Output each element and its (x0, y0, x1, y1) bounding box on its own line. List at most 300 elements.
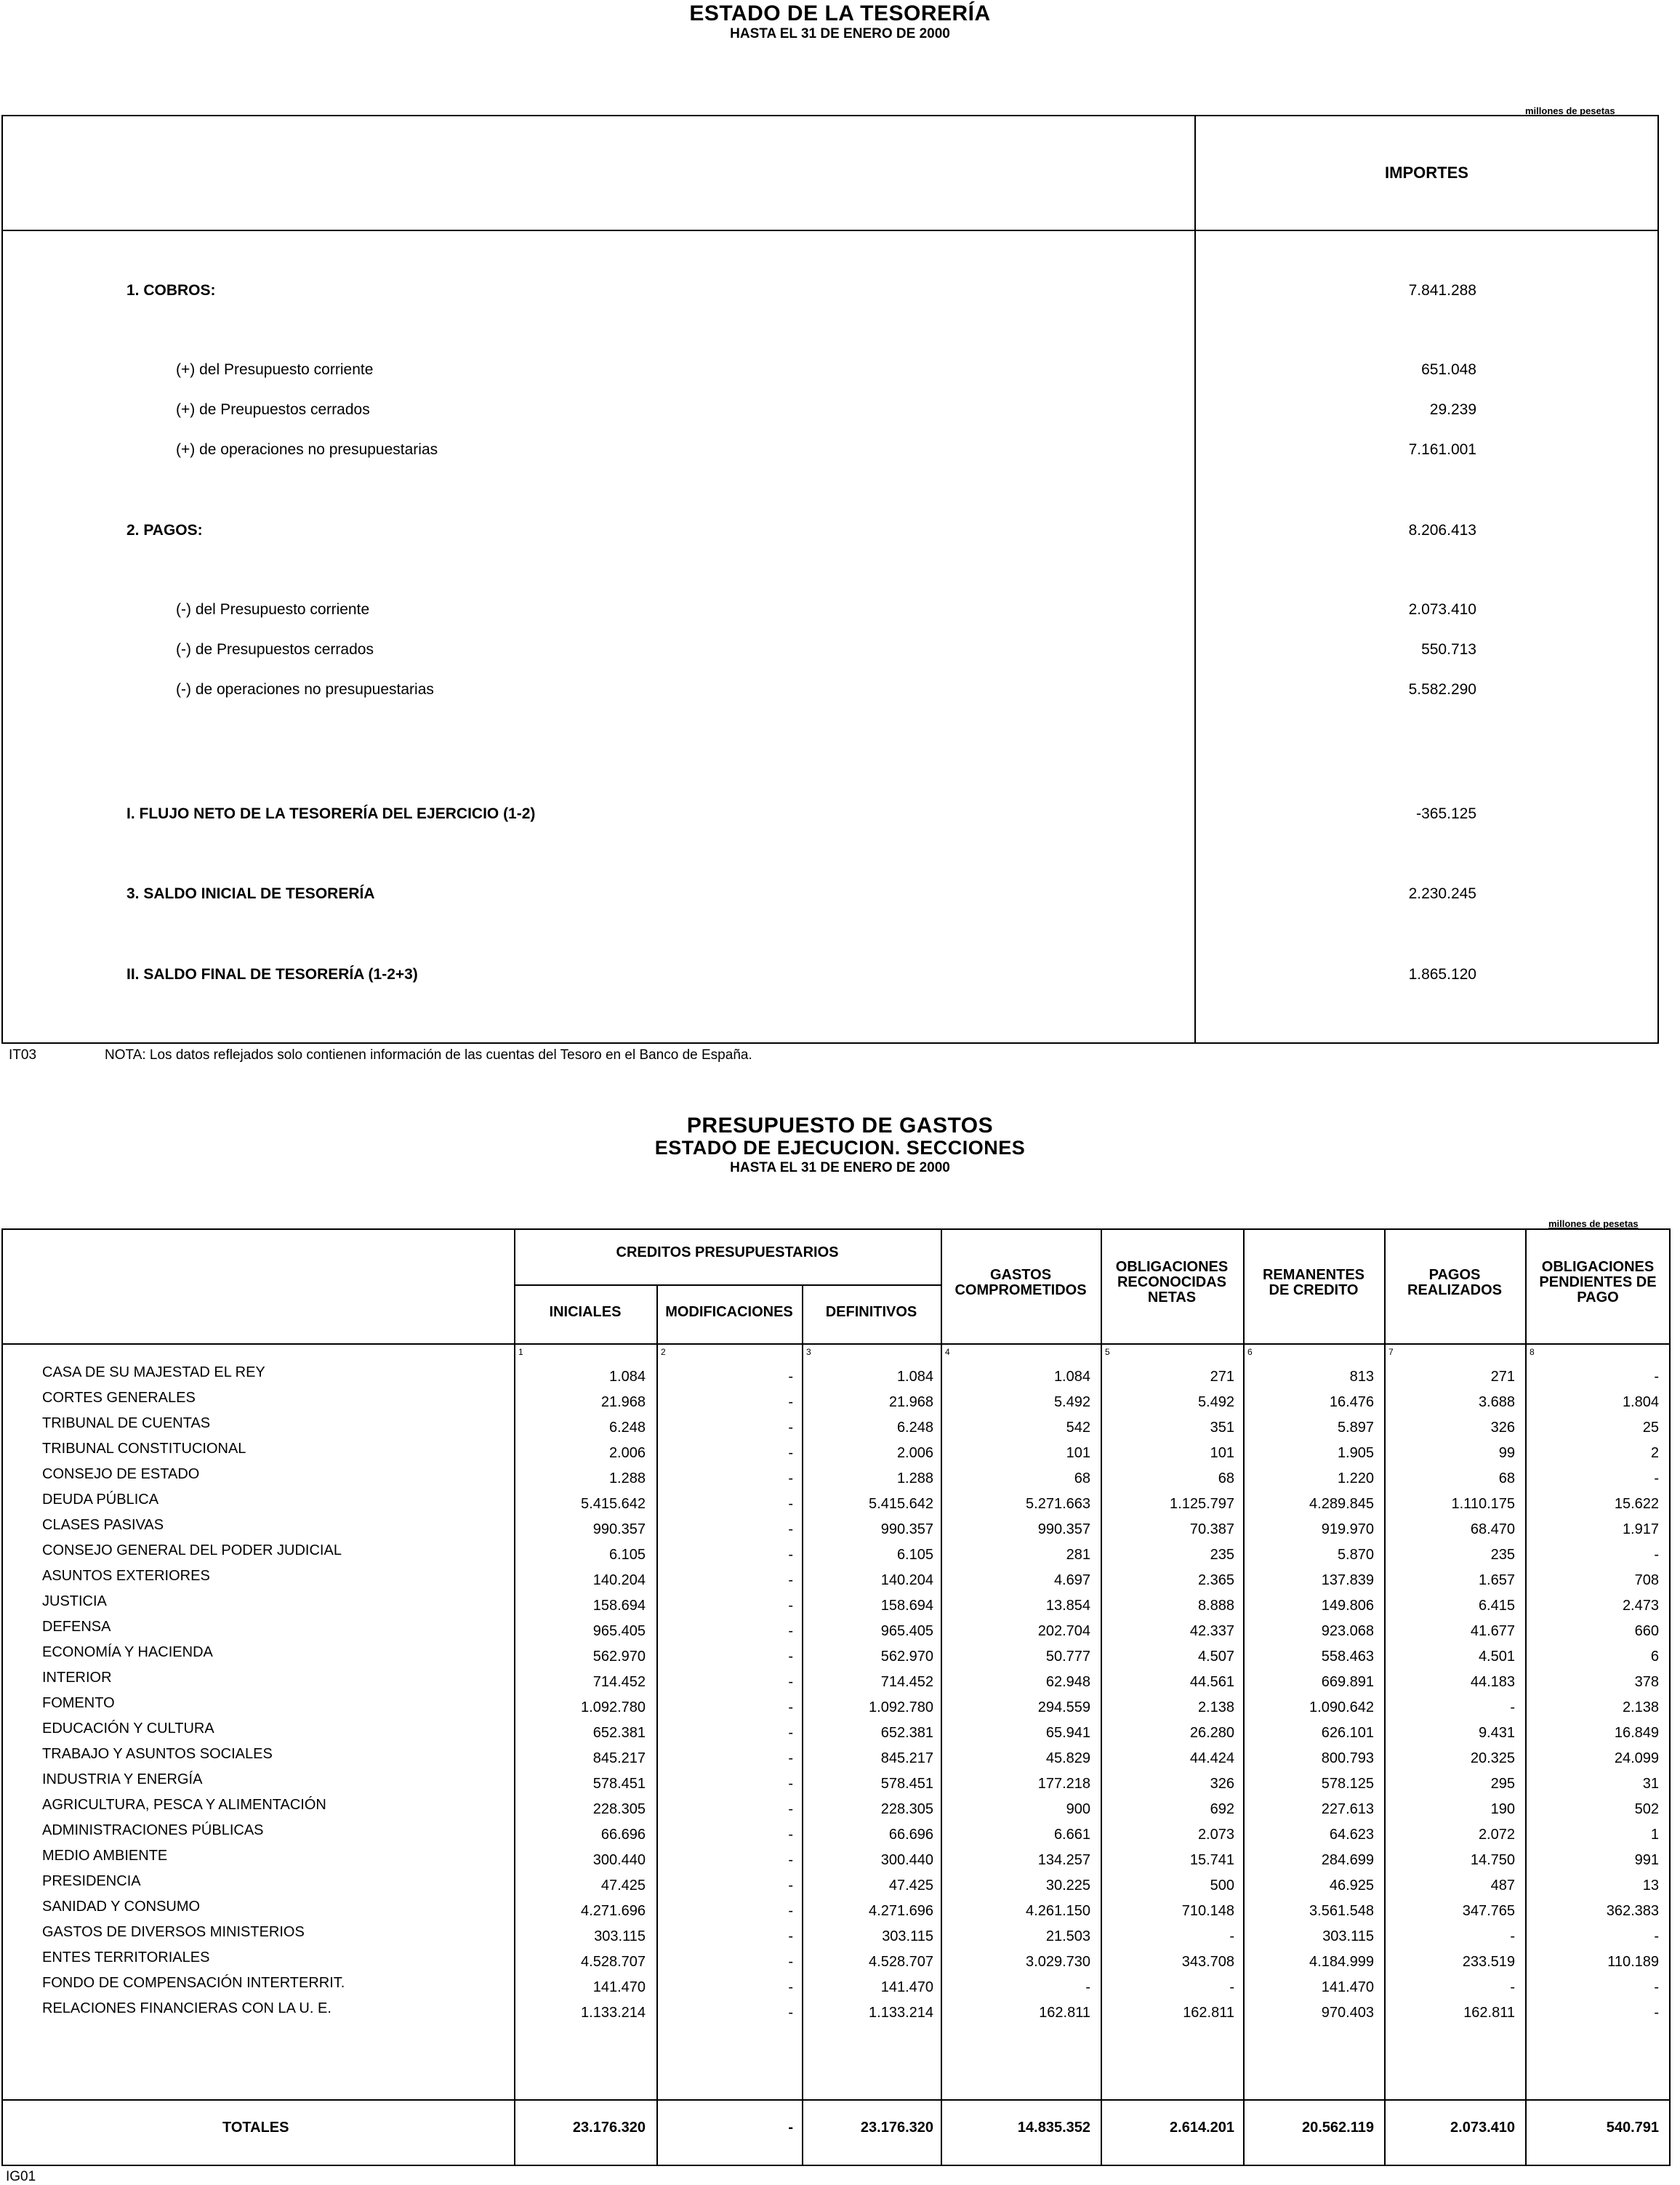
table-cell-obligaciones-pendientes: 362.383 (1606, 1903, 1659, 1919)
tesoreria-col-divider (1194, 115, 1196, 1044)
tesoreria-item-value: 8.206.413 (1408, 522, 1476, 539)
table-cell-pagos-realizados: - (1510, 1699, 1515, 1715)
table-cell-remanentes-credito: 923.068 (1321, 1623, 1374, 1639)
col-line-4 (941, 1228, 942, 2166)
col-line-3 (802, 1284, 803, 2166)
tesoreria-table (1, 115, 1659, 1044)
table-cell-definitivos: 300.440 (880, 1852, 933, 1868)
table-row-label: INDUSTRIA Y ENERGÍA (42, 1771, 203, 1787)
table-cell-remanentes-credito: 149.806 (1321, 1598, 1374, 1614)
table-cell-pagos-realizados: 1.657 (1478, 1572, 1515, 1588)
table-cell-iniciales: 578.451 (592, 1776, 646, 1792)
table-cell-remanentes-credito: 970.403 (1321, 2005, 1374, 2021)
tesoreria-item-label: (-) de Presupuestos cerrados (176, 641, 374, 658)
table-cell-obligaciones-pendientes: 2.473 (1622, 1598, 1659, 1614)
tesoreria-item-value: 7.161.001 (1408, 441, 1476, 458)
table-row-label: ADMINISTRACIONES PÚBLICAS (42, 1822, 264, 1838)
table-cell-obligaciones-reconocidas: 351 (1210, 1420, 1234, 1436)
table-cell-iniciales: 66.696 (600, 1827, 646, 1843)
tesoreria-item-value: 1.865.120 (1408, 966, 1476, 983)
table-cell-remanentes-credito: 4.289.845 (1309, 1496, 1374, 1512)
tesoreria-code: IT03 (9, 1047, 37, 1063)
tesoreria-header-divider (1, 230, 1659, 231)
table-cell-obligaciones-pendientes: - (1654, 1547, 1659, 1563)
obligaciones-reconocidas-header: OBLIGACIONES RECONOCIDAS NETAS (1115, 1259, 1229, 1305)
table-cell-gastos-comprometidos: 900 (1066, 1801, 1090, 1817)
column-number-obligaciones-pendientes: 8 (1530, 1347, 1535, 1357)
gastos-comprometidos-header: GASTOS COMPROMETIDOS (954, 1267, 1087, 1298)
totals-cell-modificaciones: - (788, 2120, 793, 2136)
tesoreria-item-label: (+) del Presupuesto corriente (176, 361, 374, 378)
table-cell-remanentes-credito: 1.090.642 (1309, 1699, 1374, 1715)
table-cell-obligaciones-reconocidas: 162.811 (1183, 2005, 1234, 2021)
table-cell-pagos-realizados: 6.415 (1478, 1598, 1515, 1614)
table-cell-obligaciones-reconocidas: 8.888 (1197, 1598, 1234, 1614)
table-cell-obligaciones-pendientes: - (1654, 1979, 1659, 1995)
table-cell-definitivos: 4.271.696 (869, 1903, 933, 1919)
table-cell-iniciales: 5.415.642 (581, 1496, 646, 1512)
tesoreria-subtitle: HASTA EL 31 DE ENERO DE 2000 (730, 26, 950, 41)
table-cell-remanentes-credito: 800.793 (1321, 1750, 1374, 1766)
tesoreria-title: ESTADO DE LA TESORERÍA (689, 1, 991, 25)
table-cell-pagos-realizados: 4.501 (1478, 1649, 1515, 1665)
table-cell-definitivos: 141.470 (880, 1979, 933, 1995)
column-number-definitivos: 3 (806, 1347, 811, 1357)
table-cell-pagos-realizados: 68 (1498, 1470, 1515, 1486)
table-cell-iniciales: 1.133.214 (581, 2005, 646, 2021)
table-row-label: FONDO DE COMPENSACIÓN INTERTERRIT. (42, 1975, 345, 1991)
table-cell-remanentes-credito: 46.925 (1329, 1878, 1374, 1894)
table-cell-gastos-comprometidos: 101 (1066, 1445, 1090, 1461)
creditos-presupuestarios-header: CREDITOS PRESUPUESTARIOS (616, 1244, 839, 1260)
table-cell-gastos-comprometidos: 50.777 (1045, 1649, 1090, 1665)
table-cell-remanentes-credito: 137.839 (1321, 1572, 1374, 1588)
table-cell-definitivos: 1.092.780 (869, 1699, 933, 1715)
table-cell-remanentes-credito: 5.870 (1337, 1547, 1374, 1563)
table-row-label: CORTES GENERALES (42, 1390, 196, 1406)
table-cell-gastos-comprometidos: 281 (1066, 1547, 1090, 1563)
table-cell-iniciales: 1.084 (608, 1369, 646, 1385)
table-cell-definitivos: 562.970 (880, 1649, 933, 1665)
table-cell-definitivos: 66.696 (888, 1827, 933, 1843)
table-cell-remanentes-credito: 1.220 (1337, 1470, 1374, 1486)
gastos-subtitle: HASTA EL 31 DE ENERO DE 2000 (730, 1160, 950, 1175)
col-line-5 (1101, 1228, 1102, 2166)
table-cell-pagos-realizados: 99 (1498, 1445, 1515, 1461)
table-cell-modificaciones: - (788, 2005, 793, 2021)
definitivos-header: DEFINITIVOS (825, 1304, 917, 1320)
table-cell-gastos-comprometidos: 177.218 (1037, 1776, 1090, 1792)
tesoreria-item-value: 651.048 (1421, 361, 1476, 378)
tesoreria-item-value: 550.713 (1421, 641, 1476, 658)
table-cell-gastos-comprometidos: 45.829 (1045, 1750, 1090, 1766)
table-cell-definitivos: 652.381 (880, 1725, 933, 1741)
totals-label: TOTALES (222, 2120, 289, 2136)
column-number-pagos-realizados: 7 (1388, 1347, 1394, 1357)
table-cell-obligaciones-reconocidas: - (1229, 1979, 1234, 1995)
tesoreria-item-value: 2.230.245 (1408, 885, 1476, 902)
table-cell-obligaciones-reconocidas: 4.507 (1197, 1649, 1234, 1665)
table-cell-pagos-realizados: 295 (1490, 1776, 1515, 1792)
table-cell-gastos-comprometidos: 4.261.150 (1026, 1903, 1090, 1919)
tesoreria-item-label: 1. COBROS: (126, 282, 216, 299)
table-cell-remanentes-credito: 141.470 (1321, 1979, 1374, 1995)
table-cell-remanentes-credito: 284.699 (1321, 1852, 1374, 1868)
table-cell-obligaciones-pendientes: 110.189 (1607, 1954, 1659, 1970)
table-cell-obligaciones-pendientes: 991 (1634, 1852, 1659, 1868)
table-cell-obligaciones-reconocidas: 44.424 (1189, 1750, 1234, 1766)
gastos-units: millones de pesetas (1548, 1218, 1639, 1229)
table-cell-gastos-comprometidos: 1.084 (1053, 1369, 1090, 1385)
table-row-label: AGRICULTURA, PESCA Y ALIMENTACIÓN (42, 1797, 326, 1813)
table-cell-pagos-realizados: 3.688 (1478, 1394, 1515, 1410)
table-cell-iniciales: 4.271.696 (581, 1903, 646, 1919)
table-cell-pagos-realizados: 235 (1490, 1547, 1515, 1563)
table-cell-definitivos: 47.425 (888, 1878, 933, 1894)
column-number-iniciales: 1 (518, 1347, 523, 1357)
table-cell-obligaciones-pendientes: 660 (1634, 1623, 1659, 1639)
table-cell-definitivos: 140.204 (880, 1572, 933, 1588)
table-cell-modificaciones: - (788, 1369, 793, 1385)
table-cell-obligaciones-reconocidas: 326 (1210, 1776, 1234, 1792)
table-cell-iniciales: 47.425 (600, 1878, 646, 1894)
table-cell-gastos-comprometidos: 202.704 (1037, 1623, 1090, 1639)
table-cell-obligaciones-pendientes: - (1654, 1928, 1659, 1944)
table-cell-obligaciones-pendientes: 2.138 (1622, 1699, 1659, 1715)
table-cell-obligaciones-pendientes: 15.622 (1614, 1496, 1659, 1512)
gastos-totals-divider (1, 2099, 1671, 2101)
table-cell-definitivos: 4.528.707 (869, 1954, 933, 1970)
tesoreria-note: NOTA: Los datos reflejados solo contienen información de las cuentas del Tesoro en el Banco de España. (105, 1047, 752, 1063)
table-cell-gastos-comprometidos: 5.492 (1053, 1394, 1090, 1410)
remanentes-credito-header: REMANENTES DE CREDITO (1262, 1267, 1365, 1298)
table-cell-iniciales: 158.694 (592, 1598, 646, 1614)
table-cell-gastos-comprometidos: 65.941 (1045, 1725, 1090, 1741)
table-cell-remanentes-credito: 813 (1349, 1369, 1374, 1385)
table-row-label: RELACIONES FINANCIERAS CON LA U. E. (42, 2000, 331, 2016)
table-cell-remanentes-credito: 558.463 (1321, 1649, 1374, 1665)
table-row-label: ENTES TERRITORIALES (42, 1949, 210, 1965)
table-cell-iniciales: 2.006 (608, 1445, 646, 1461)
table-cell-obligaciones-reconocidas: - (1229, 1928, 1234, 1944)
table-cell-definitivos: 965.405 (880, 1623, 933, 1639)
table-row-label: PRESIDENCIA (42, 1873, 141, 1889)
table-cell-obligaciones-pendientes: 1.917 (1622, 1521, 1659, 1537)
table-cell-pagos-realizados: 44.183 (1470, 1674, 1515, 1690)
table-cell-pagos-realizados: 326 (1490, 1420, 1515, 1436)
table-cell-iniciales: 1.092.780 (581, 1699, 646, 1715)
table-cell-iniciales: 141.470 (592, 1979, 646, 1995)
table-cell-remanentes-credito: 626.101 (1321, 1725, 1374, 1741)
table-cell-gastos-comprometidos: 5.271.663 (1026, 1496, 1090, 1512)
table-cell-obligaciones-pendientes: - (1654, 2005, 1659, 2021)
totals-cell-iniciales: 23.176.320 (572, 2120, 646, 2136)
table-cell-definitivos: 1.133.214 (869, 2005, 933, 2021)
table-cell-obligaciones-reconocidas: 235 (1210, 1547, 1234, 1563)
table-cell-remanentes-credito: 64.623 (1329, 1827, 1374, 1843)
totals-cell-obligaciones-reconocidas: 2.614.201 (1170, 2120, 1234, 2136)
table-cell-definitivos: 990.357 (880, 1521, 933, 1537)
table-row-label: INTERIOR (42, 1670, 112, 1686)
col-line-2 (656, 1284, 658, 2166)
table-cell-pagos-realizados: 1.110.175 (1451, 1496, 1515, 1512)
table-cell-pagos-realizados: 9.431 (1478, 1725, 1515, 1741)
table-cell-gastos-comprometidos: 21.503 (1045, 1928, 1090, 1944)
column-number-obligaciones-reconocidas: 5 (1105, 1347, 1110, 1357)
tesoreria-item-label: I. FLUJO NETO DE LA TESORERÍA DEL EJERCICIO (1-2) (126, 805, 536, 822)
table-cell-modificaciones: - (788, 1699, 793, 1715)
table-cell-remanentes-credito: 919.970 (1321, 1521, 1374, 1537)
table-cell-remanentes-credito: 1.905 (1337, 1445, 1374, 1461)
table-cell-pagos-realizados: 190 (1490, 1801, 1515, 1817)
gastos-title: PRESUPUESTO DE GASTOS (686, 1114, 994, 1138)
table-row-label: DEFENSA (42, 1619, 111, 1635)
totals-cell-pagos-realizados: 2.073.410 (1450, 2120, 1515, 2136)
table-cell-remanentes-credito: 227.613 (1321, 1801, 1374, 1817)
table-cell-iniciales: 21.968 (600, 1394, 646, 1410)
table-cell-modificaciones: - (788, 1649, 793, 1665)
table-cell-obligaciones-pendientes: 24.099 (1614, 1750, 1659, 1766)
table-cell-obligaciones-pendientes: 1 (1650, 1827, 1659, 1843)
table-cell-iniciales: 4.528.707 (581, 1954, 646, 1970)
table-row-label: MEDIO AMBIENTE (42, 1848, 168, 1864)
table-cell-iniciales: 6.248 (608, 1420, 646, 1436)
table-cell-definitivos: 845.217 (880, 1750, 933, 1766)
gastos-header-divider (1, 1343, 1671, 1345)
table-row-label: CLASES PASIVAS (42, 1517, 164, 1533)
table-cell-obligaciones-pendientes: 16.849 (1614, 1725, 1659, 1741)
table-cell-gastos-comprometidos: 68 (1074, 1470, 1090, 1486)
table-cell-definitivos: 6.105 (896, 1547, 933, 1563)
table-row-label: SANIDAD Y CONSUMO (42, 1899, 201, 1915)
table-cell-modificaciones: - (788, 1954, 793, 1970)
table-cell-obligaciones-reconocidas: 2.365 (1197, 1572, 1234, 1588)
table-cell-obligaciones-reconocidas: 26.280 (1189, 1725, 1234, 1741)
col-line-8 (1525, 1228, 1527, 2166)
table-cell-obligaciones-pendientes: - (1654, 1369, 1659, 1385)
table-cell-pagos-realizados: 347.765 (1462, 1903, 1515, 1919)
table-cell-definitivos: 2.006 (896, 1445, 933, 1461)
col-line-7 (1384, 1228, 1386, 2166)
table-cell-obligaciones-reconocidas: 68 (1218, 1470, 1234, 1486)
table-cell-obligaciones-reconocidas: 1.125.797 (1170, 1496, 1234, 1512)
table-cell-remanentes-credito: 5.897 (1337, 1420, 1374, 1436)
table-cell-definitivos: 228.305 (880, 1801, 933, 1817)
tesoreria-item-value: 29.239 (1429, 401, 1476, 418)
table-cell-obligaciones-reconocidas: 500 (1210, 1878, 1234, 1894)
tesoreria-item-label: (+) de Preupuestos cerrados (176, 401, 370, 418)
table-cell-gastos-comprometidos: 13.854 (1045, 1598, 1090, 1614)
table-cell-modificaciones: - (788, 1878, 793, 1894)
table-cell-modificaciones: - (788, 1496, 793, 1512)
table-cell-obligaciones-pendientes: - (1654, 1470, 1659, 1486)
table-cell-modificaciones: - (788, 1750, 793, 1766)
totals-cell-remanentes-credito: 20.562.119 (1302, 2120, 1374, 2136)
table-cell-modificaciones: - (788, 1623, 793, 1639)
table-cell-iniciales: 140.204 (592, 1572, 646, 1588)
col-line-1 (514, 1228, 515, 2166)
table-cell-modificaciones: - (788, 1445, 793, 1461)
table-cell-modificaciones: - (788, 1394, 793, 1410)
table-cell-modificaciones: - (788, 1420, 793, 1436)
table-cell-definitivos: 714.452 (880, 1674, 933, 1690)
table-cell-obligaciones-pendientes: 378 (1634, 1674, 1659, 1690)
table-cell-gastos-comprometidos: 3.029.730 (1026, 1954, 1090, 1970)
table-cell-obligaciones-reconocidas: 343.708 (1181, 1954, 1234, 1970)
col-line-6 (1243, 1228, 1245, 2166)
table-cell-remanentes-credito: 303.115 (1322, 1928, 1374, 1944)
column-number-remanentes-credito: 6 (1247, 1347, 1253, 1357)
table-cell-remanentes-credito: 4.184.999 (1309, 1954, 1374, 1970)
tesoreria-item-label: (-) del Presupuesto corriente (176, 601, 370, 618)
table-row-label: TRABAJO Y ASUNTOS SOCIALES (42, 1746, 273, 1762)
table-cell-gastos-comprometidos: - (1085, 1979, 1090, 1995)
obligaciones-pendientes-header: OBLIGACIONES PENDIENTES DE PAGO (1539, 1259, 1657, 1305)
table-cell-pagos-realizados: 2.072 (1478, 1827, 1515, 1843)
table-row-label: TRIBUNAL CONSTITUCIONAL (42, 1441, 246, 1457)
table-cell-pagos-realizados: 162.811 (1463, 2005, 1515, 2021)
table-cell-modificaciones: - (788, 1674, 793, 1690)
importes-header: IMPORTES (1385, 164, 1468, 182)
table-cell-gastos-comprometidos: 990.357 (1037, 1521, 1090, 1537)
table-cell-modificaciones: - (788, 1521, 793, 1537)
table-cell-obligaciones-reconocidas: 70.387 (1189, 1521, 1234, 1537)
pagos-realizados-header: PAGOS REALIZADOS (1407, 1267, 1502, 1298)
tesoreria-item-value: 5.582.290 (1408, 681, 1476, 698)
tesoreria-item-value: -365.125 (1416, 805, 1476, 822)
table-row-label: ECONOMÍA Y HACIENDA (42, 1644, 213, 1660)
table-cell-definitivos: 303.115 (882, 1928, 933, 1944)
table-cell-gastos-comprometidos: 4.697 (1053, 1572, 1090, 1588)
tesoreria-item-label: 3. SALDO INICIAL DE TESORERÍA (126, 885, 375, 902)
table-cell-obligaciones-reconocidas: 5.492 (1197, 1394, 1234, 1410)
table-cell-gastos-comprometidos: 294.559 (1037, 1699, 1090, 1715)
table-cell-modificaciones: - (788, 1852, 793, 1868)
table-cell-gastos-comprometidos: 134.257 (1037, 1852, 1090, 1868)
table-cell-gastos-comprometidos: 542 (1066, 1420, 1090, 1436)
tesoreria-item-label: (+) de operaciones no presupuestarias (176, 441, 438, 458)
totals-cell-definitivos: 23.176.320 (860, 2120, 933, 2136)
table-cell-pagos-realizados: - (1510, 1928, 1515, 1944)
table-cell-gastos-comprometidos: 62.948 (1045, 1674, 1090, 1690)
tesoreria-item-value: 7.841.288 (1408, 282, 1476, 299)
table-cell-modificaciones: - (788, 1903, 793, 1919)
table-cell-obligaciones-reconocidas: 2.138 (1197, 1699, 1234, 1715)
gastos-title-2: ESTADO DE EJECUCION. SECCIONES (654, 1137, 1026, 1159)
table-cell-modificaciones: - (788, 1979, 793, 1995)
table-cell-iniciales: 303.115 (594, 1928, 646, 1944)
table-cell-pagos-realizados: 14.750 (1470, 1852, 1515, 1868)
table-cell-pagos-realizados: 20.325 (1470, 1750, 1515, 1766)
table-row-label: DEUDA PÚBLICA (42, 1492, 159, 1508)
table-cell-iniciales: 228.305 (592, 1801, 646, 1817)
table-cell-modificaciones: - (788, 1598, 793, 1614)
table-cell-iniciales: 845.217 (592, 1750, 646, 1766)
table-cell-obligaciones-reconocidas: 710.148 (1181, 1903, 1234, 1919)
table-cell-remanentes-credito: 16.476 (1329, 1394, 1374, 1410)
table-cell-obligaciones-pendientes: 25 (1642, 1420, 1659, 1436)
totals-cell-obligaciones-pendientes: 540.791 (1606, 2120, 1659, 2136)
table-cell-obligaciones-pendientes: 2 (1650, 1445, 1659, 1461)
tesoreria-item-value: 2.073.410 (1408, 601, 1476, 618)
table-cell-definitivos: 6.248 (896, 1420, 933, 1436)
table-cell-definitivos: 21.968 (888, 1394, 933, 1410)
table-cell-modificaciones: - (788, 1928, 793, 1944)
table-cell-iniciales: 714.452 (592, 1674, 646, 1690)
creditos-group-divider (514, 1284, 941, 1286)
table-cell-pagos-realizados: - (1510, 1979, 1515, 1995)
column-number-modificaciones: 2 (661, 1347, 666, 1357)
table-cell-pagos-realizados: 41.677 (1470, 1623, 1515, 1639)
table-cell-definitivos: 5.415.642 (869, 1496, 933, 1512)
table-cell-pagos-realizados: 487 (1490, 1878, 1515, 1894)
table-row-label: TRIBUNAL DE CUENTAS (42, 1415, 211, 1431)
tesoreria-item-label: (-) de operaciones no presupuestarias (176, 681, 434, 698)
table-cell-obligaciones-reconocidas: 692 (1210, 1801, 1234, 1817)
table-cell-pagos-realizados: 271 (1490, 1369, 1515, 1385)
table-row-label: JUSTICIA (42, 1593, 107, 1609)
table-row-label: GASTOS DE DIVERSOS MINISTERIOS (42, 1924, 305, 1940)
table-cell-pagos-realizados: 233.519 (1462, 1954, 1515, 1970)
table-cell-iniciales: 300.440 (592, 1852, 646, 1868)
table-row-label: EDUCACIÓN Y CULTURA (42, 1721, 214, 1737)
table-cell-modificaciones: - (788, 1801, 793, 1817)
table-cell-obligaciones-reconocidas: 15.741 (1189, 1852, 1234, 1868)
gastos-code: IG01 (6, 2169, 36, 2184)
table-cell-iniciales: 965.405 (592, 1623, 646, 1639)
table-cell-obligaciones-pendientes: 6 (1650, 1649, 1659, 1665)
table-cell-obligaciones-reconocidas: 2.073 (1197, 1827, 1234, 1843)
column-number-gastos-comprometidos: 4 (945, 1347, 950, 1357)
iniciales-header: INICIALES (549, 1304, 622, 1320)
table-cell-modificaciones: - (788, 1572, 793, 1588)
tesoreria-item-label: 2. PAGOS: (126, 522, 203, 539)
table-cell-modificaciones: - (788, 1776, 793, 1792)
table-cell-obligaciones-pendientes: 502 (1634, 1801, 1659, 1817)
table-cell-definitivos: 1.084 (896, 1369, 933, 1385)
table-cell-iniciales: 562.970 (592, 1649, 646, 1665)
table-cell-definitivos: 578.451 (880, 1776, 933, 1792)
table-row-label: ASUNTOS EXTERIORES (42, 1568, 210, 1584)
tesoreria-item-label: II. SALDO FINAL DE TESORERÍA (1-2+3) (126, 966, 418, 983)
table-cell-gastos-comprometidos: 30.225 (1045, 1878, 1090, 1894)
modificaciones-header: MODIFICACIONES (665, 1304, 793, 1320)
table-cell-obligaciones-reconocidas: 42.337 (1189, 1623, 1234, 1639)
table-row-label: CONSEJO DE ESTADO (42, 1466, 200, 1482)
table-cell-gastos-comprometidos: 162.811 (1039, 2005, 1090, 2021)
table-cell-obligaciones-reconocidas: 271 (1210, 1369, 1234, 1385)
table-cell-definitivos: 158.694 (880, 1598, 933, 1614)
table-cell-obligaciones-reconocidas: 101 (1210, 1445, 1234, 1461)
table-cell-definitivos: 1.288 (896, 1470, 933, 1486)
table-row-label: FOMENTO (42, 1695, 115, 1711)
table-cell-iniciales: 6.105 (608, 1547, 646, 1563)
table-cell-obligaciones-pendientes: 708 (1634, 1572, 1659, 1588)
tesoreria-units: millones de pesetas (1525, 105, 1615, 116)
table-cell-modificaciones: - (788, 1547, 793, 1563)
table-cell-iniciales: 652.381 (592, 1725, 646, 1741)
table-cell-iniciales: 1.288 (608, 1470, 646, 1486)
table-cell-gastos-comprometidos: 6.661 (1053, 1827, 1090, 1843)
table-cell-obligaciones-pendientes: 1.804 (1622, 1394, 1659, 1410)
totals-cell-gastos-comprometidos: 14.835.352 (1017, 2120, 1090, 2136)
table-cell-obligaciones-pendientes: 31 (1642, 1776, 1659, 1792)
table-cell-remanentes-credito: 578.125 (1321, 1776, 1374, 1792)
table-cell-pagos-realizados: 68.470 (1470, 1521, 1515, 1537)
table-cell-iniciales: 990.357 (592, 1521, 646, 1537)
table-cell-obligaciones-pendientes: 13 (1642, 1878, 1659, 1894)
table-cell-modificaciones: - (788, 1725, 793, 1741)
